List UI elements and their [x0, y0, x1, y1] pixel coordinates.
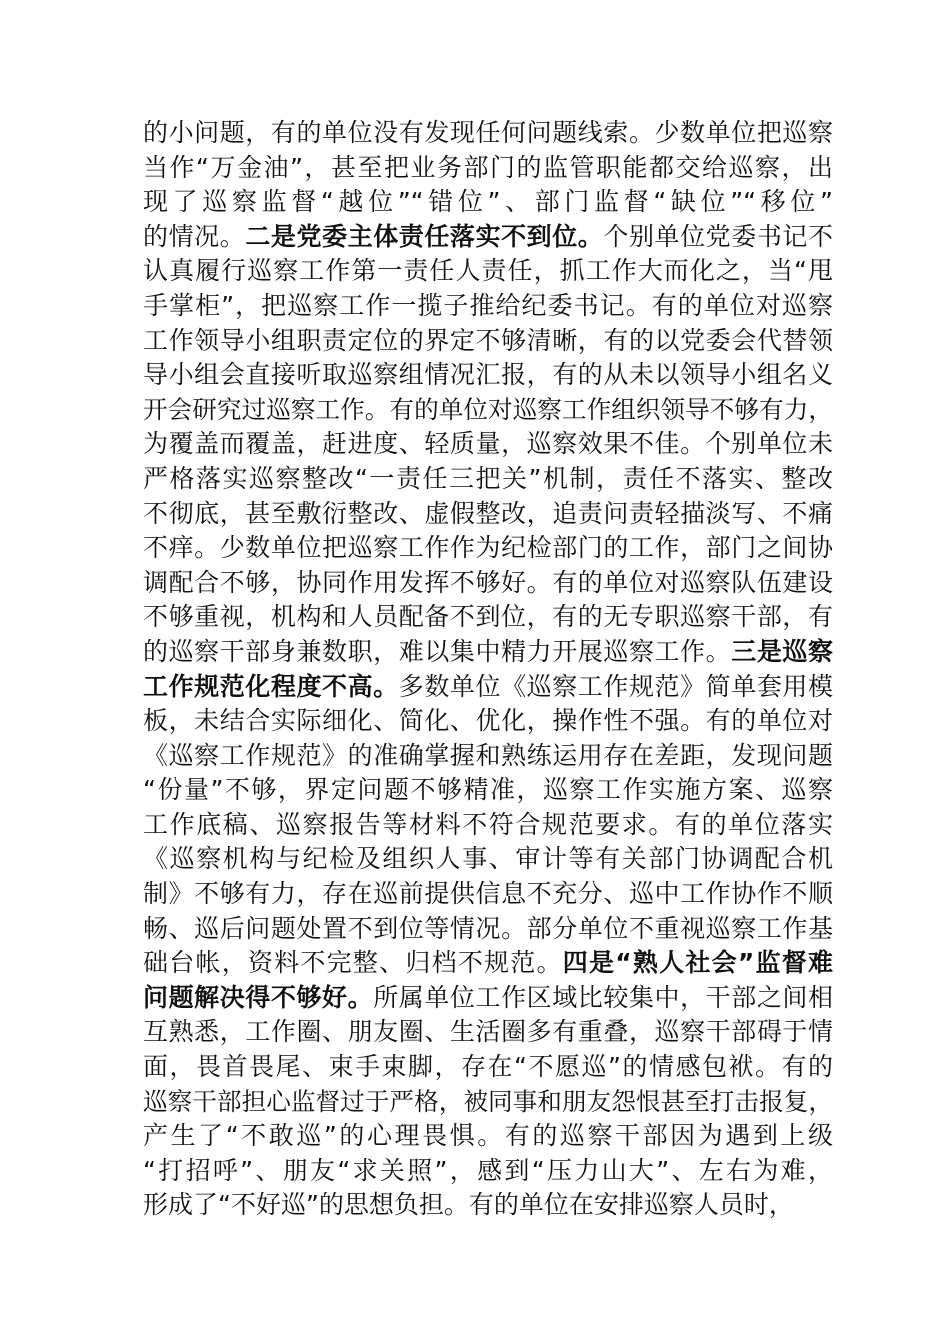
- body-text: 《巡察工作规范》的准确掌握和熟练运用存在差距，发现问题: [143, 740, 833, 770]
- body-text: 面，畏首畏尾、束手束脚，存在“不愿巡”的情感包袱。有的: [143, 1052, 833, 1082]
- text-line: [143, 1119, 833, 1154]
- text-line: [143, 946, 833, 981]
- body-text: 的小问题，有的单位没有发现任何问题线索。少数单位把巡察: [143, 118, 833, 147]
- text-line: [143, 912, 833, 947]
- text-line: [143, 116, 833, 151]
- text-line: [143, 600, 833, 635]
- body-text: 巡察干部担心监督过于严格，被同事和朋友怨恨甚至打击报复，: [143, 1086, 833, 1116]
- text-line: [143, 981, 833, 1016]
- body-text: 畅、巡后问题处置不到位等情况。部分单位不重视巡察工作基: [143, 913, 833, 943]
- text-line: [143, 739, 833, 774]
- text-line: [143, 808, 833, 843]
- text-line: [143, 185, 833, 220]
- body-text: 产生了“不敢巡”的心理畏惧。有的巡察干部因为遇到上级: [143, 1121, 833, 1151]
- body-text: 制》不够有力，存在巡前提供信息不充分、巡中工作协作不顺: [143, 879, 833, 909]
- body-text: 手掌柜”，把巡察工作一揽子推给纪委书记。有的单位对巡察: [143, 290, 833, 320]
- bold-heading-text: 二是党委主体责任落实不到位。: [245, 221, 604, 251]
- body-text: 不彻底，甚至敷衍整改、虚假整改，追责问责轻描淡写、不痛: [143, 498, 833, 528]
- text-line: [143, 289, 833, 324]
- body-text: 板，未结合实际细化、简化、优化，操作性不强。有的单位对: [143, 706, 833, 736]
- text-line: [143, 531, 833, 566]
- text-line: [143, 1154, 833, 1189]
- text-line: [143, 704, 833, 739]
- body-text: 当作“万金油”，甚至把业务部门的监管职能都交给巡察，出: [143, 152, 833, 182]
- text-line: [143, 324, 833, 359]
- text-line: [143, 877, 833, 912]
- body-text: 为覆盖而覆盖，赶进度、轻质量，巡察效果不佳。个别单位未: [143, 429, 833, 459]
- text-line: [143, 358, 833, 393]
- bold-heading-text: 三是巡察: [731, 636, 833, 666]
- body-text: 工作领导小组职责定位的界定不够清晰，有的以党委会代替领: [143, 325, 833, 355]
- text-line: [143, 1015, 833, 1050]
- body-text: 个别单位党委书记不: [603, 221, 833, 251]
- body-text: 《巡察机构与纪检及组织人事、审计等有关部门协调配合机: [143, 844, 833, 874]
- body-paragraph: [143, 116, 833, 1223]
- text-line: [143, 670, 833, 705]
- text-line: [143, 151, 833, 186]
- text-line: [143, 635, 833, 670]
- text-line: [143, 1085, 833, 1120]
- body-text: 所属单位工作区域比较集中，干部之间相: [373, 982, 833, 1012]
- bold-heading-text: 工作规范化程度不高。: [143, 671, 399, 701]
- text-line: [143, 773, 833, 808]
- text-line: [143, 393, 833, 428]
- bold-heading-text: 四是“熟人社会”监督难: [562, 948, 833, 978]
- text-line: [143, 566, 833, 601]
- body-text: 的巡察干部身兼数职，难以集中精力开展巡察工作。: [143, 636, 732, 666]
- text-line: [143, 842, 833, 877]
- body-text: 现了巡察监督“越位”“错位”、部门监督“缺位”“移位”: [143, 187, 833, 217]
- body-text: 多数单位《巡察工作规范》简单套用模: [398, 671, 833, 701]
- text-line: [143, 1188, 833, 1223]
- text-line: [143, 497, 833, 532]
- body-text: “打招呼”、朋友“求关照”，感到“压力山大”、左右为难，: [143, 1155, 833, 1185]
- body-text: 导小组会直接听取巡察组情况汇报，有的从未以领导小组名义: [143, 360, 833, 390]
- body-text: 调配合不够，协同作用发挥不够好。有的单位对巡察队伍建设: [143, 567, 833, 597]
- body-text: 严格落实巡察整改“一责任三把关”机制，责任不落实、整改: [143, 463, 833, 493]
- body-text: 不痒。少数单位把巡察工作作为纪检部门的工作，部门之间协: [143, 533, 833, 563]
- text-line: [143, 254, 833, 289]
- body-text: 的情况。: [143, 221, 246, 251]
- text-line: [143, 220, 833, 255]
- bold-heading-text: 问题解决得不够好。: [143, 982, 374, 1012]
- body-text: 不够重视，机构和人员配备不到位，有的无专职巡察干部，有: [143, 602, 833, 632]
- body-text: 工作底稿、巡察报告等材料不符合规范要求。有的单位落实: [143, 809, 833, 839]
- body-text: 开会研究过巡察工作。有的单位对巡察工作组织领导不够有力，: [143, 394, 833, 424]
- text-line: [143, 427, 833, 462]
- text-line: [143, 462, 833, 497]
- body-text: 形成了“不好巡”的思想负担。有的单位在安排巡察人员时，: [143, 1190, 794, 1220]
- text-line: [143, 1050, 833, 1085]
- body-text: “份量”不够，界定问题不够精准，巡察工作实施方案、巡察: [143, 775, 833, 805]
- body-text: 础台帐，资料不完整、归档不规范。: [143, 948, 563, 978]
- body-text: 互熟悉，工作圈、朋友圈、生活圈多有重叠，巡察干部碍于情: [143, 1017, 833, 1047]
- body-text: 认真履行巡察工作第一责任人责任，抓工作大而化之，当“甩: [143, 256, 833, 286]
